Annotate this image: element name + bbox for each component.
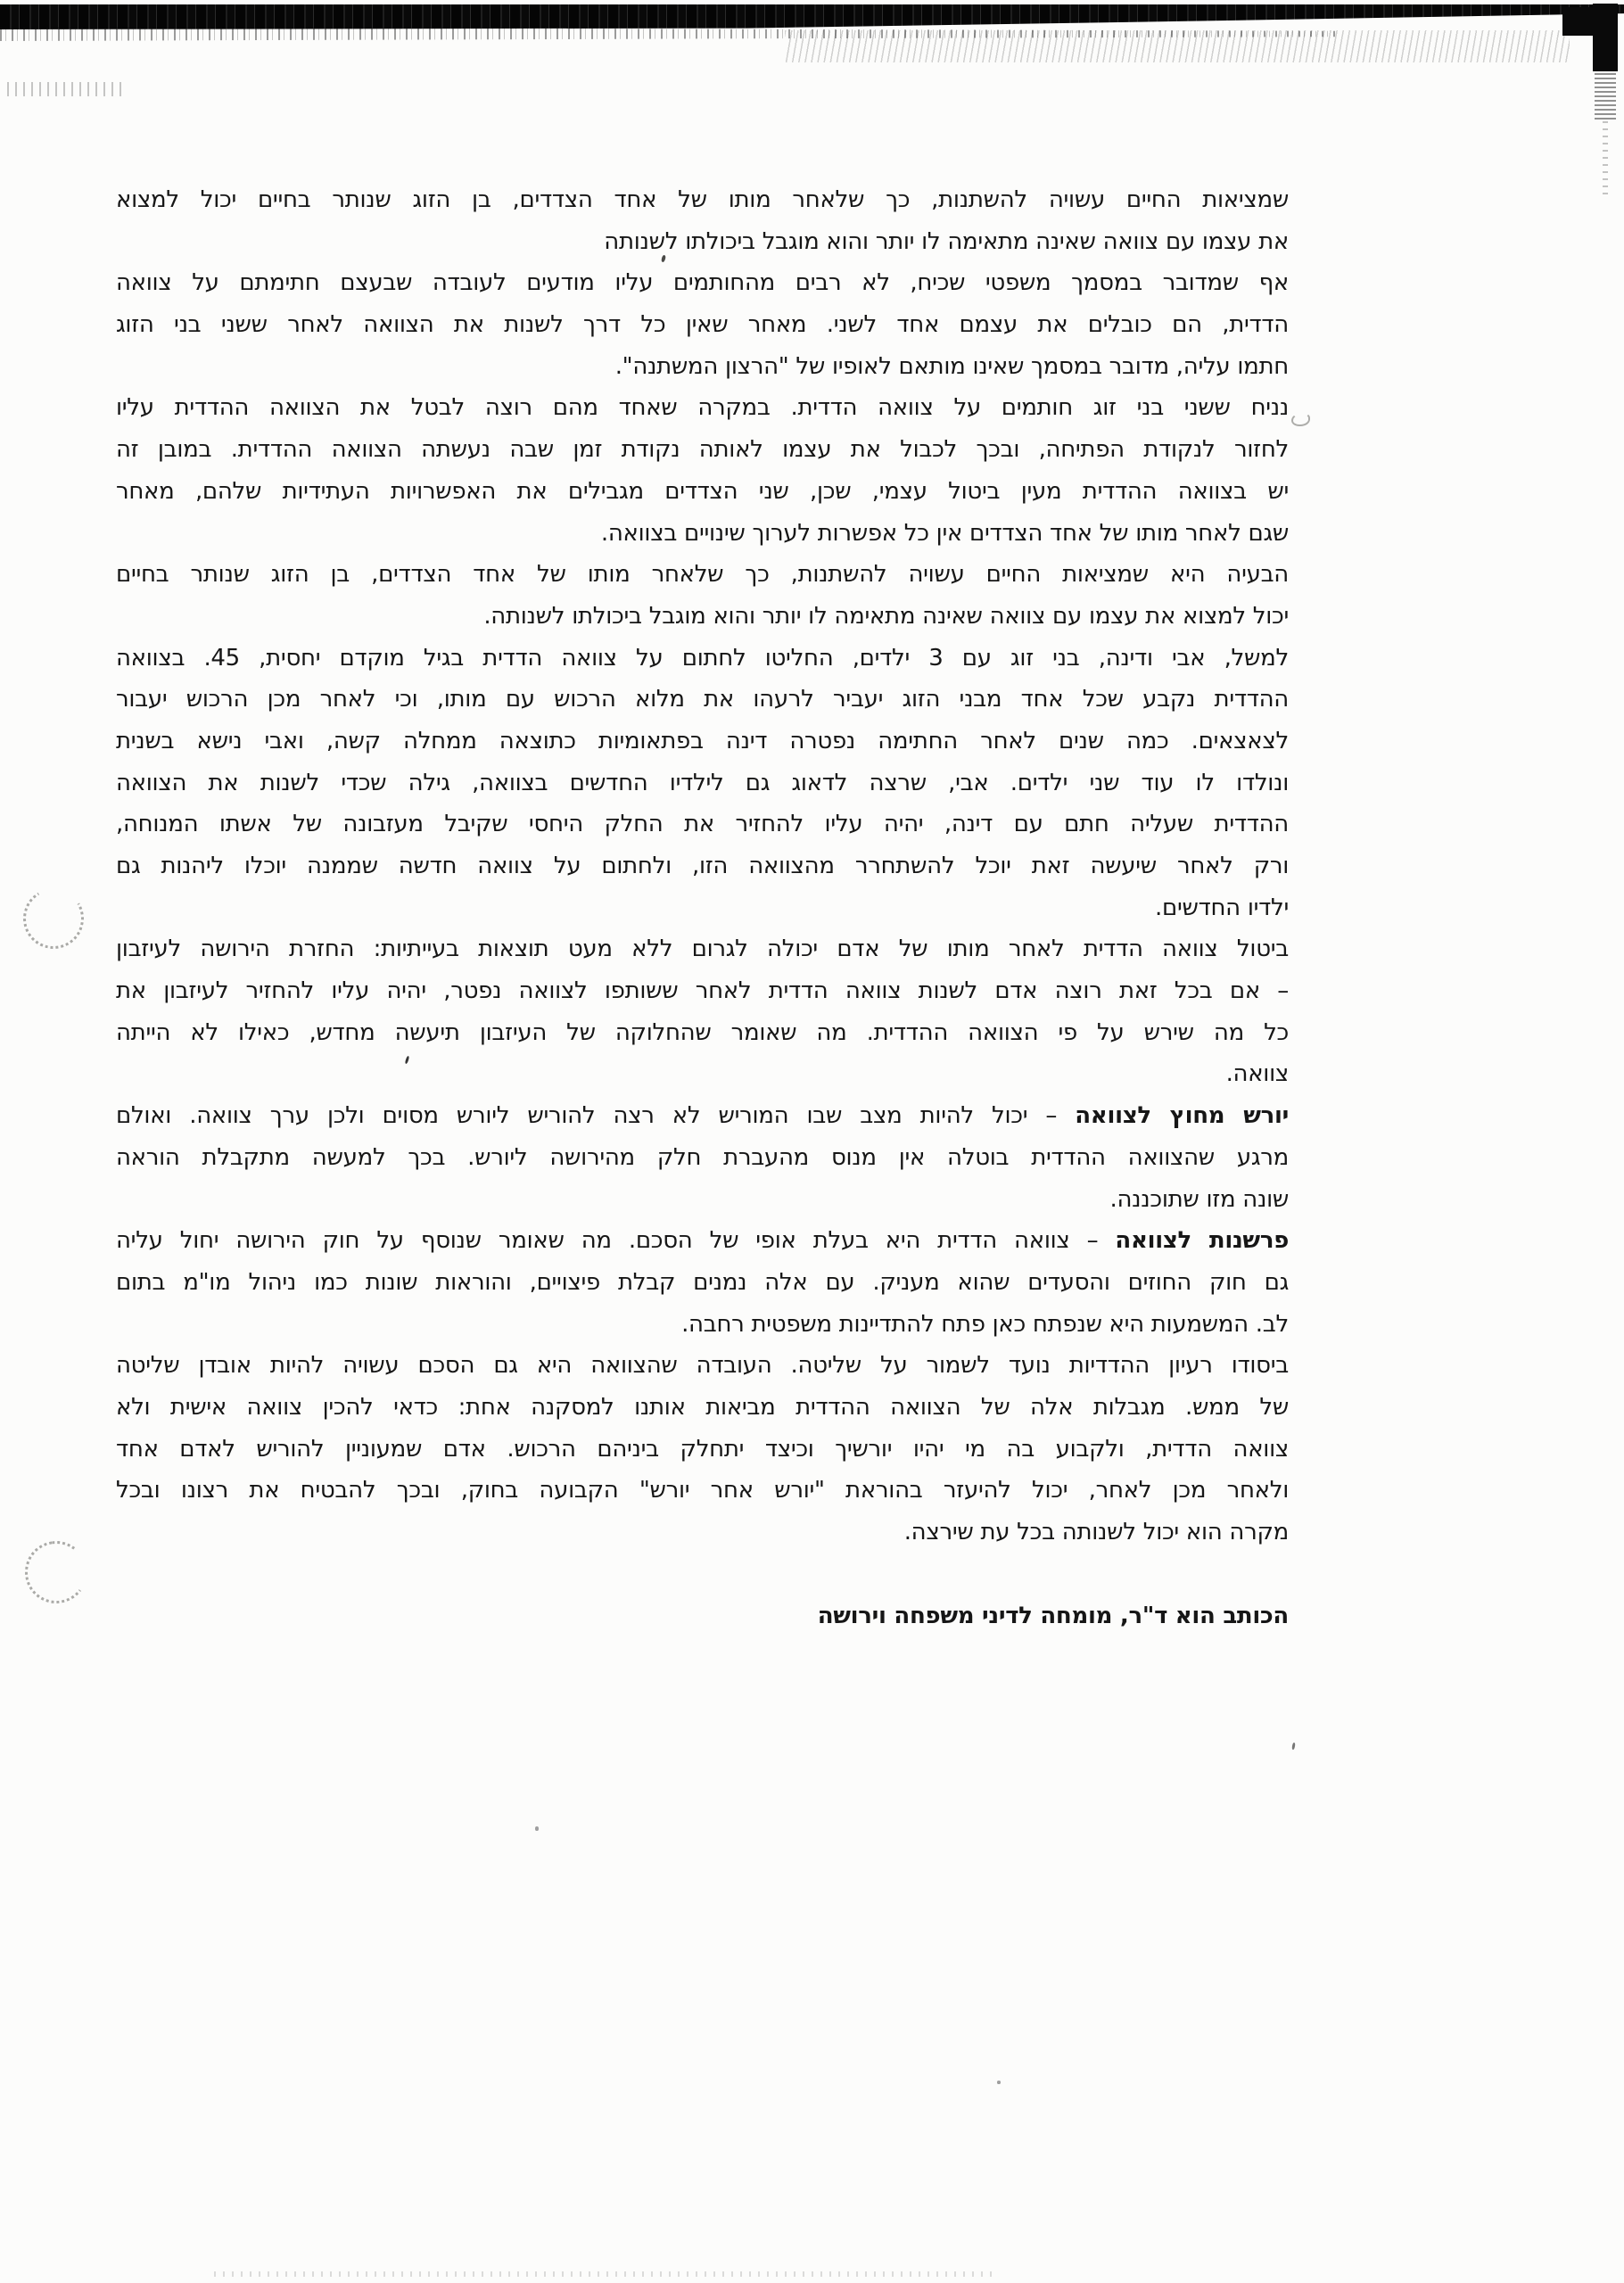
text-line (116, 887, 1289, 929)
scan-specks-top-left (7, 82, 123, 96)
text-line (116, 346, 1289, 388)
ink-speck (1291, 1743, 1295, 1750)
scan-speckle-strip-right (785, 30, 1570, 62)
text-line (116, 1220, 1289, 1262)
text-line-text: לב. המשמעות היא שנפתח כאן פתח להתדיינות משפטית רחבה. (681, 1310, 1289, 1338)
text-line-text: יכול למצוא את עצמו עם צוואה שאינה מתאימה לו יותר והוא מוגבל ביכולתו לשנותה. (483, 602, 1289, 630)
text-line-text: שגם לאחר מותו של אחד הצדדים אין כל אפשרות לערוך שינויים בצוואה. (600, 519, 1289, 547)
text-line (116, 554, 1289, 596)
text-line-text: ההדדית שעליה חתם עם דינה, יהיה עליו להחזיר את החלק היחסי שקיבל מעזבונה של אשתו המנוחה, (116, 811, 1289, 838)
text-line-text: שונה מזו שתוכננה. (1109, 1185, 1289, 1213)
text-line-text: – יכול להיות מצב שבו המוריש לא רצה להוריש ליורש מסוים ולכן ערך צוואה. ואולם (116, 1102, 1076, 1130)
text-line-text: מקרה הוא יכול לשנותה בכל עת שירצה. (903, 1519, 1289, 1545)
text-line (116, 638, 1289, 680)
text-line (116, 513, 1289, 555)
text-line-text: לצאצאים. כמה שנים לאחר החתימה נפטרה דינה בפתאומיות כתוצאה ממחלה קשה, ואבי נישא בשנית (116, 727, 1289, 754)
text-line (116, 304, 1289, 346)
text-line-text: חתמו עליה, מדובר במסמך שאינו מותאם לאופיו של "הרצון המשתנה". (614, 352, 1289, 380)
text-line (116, 970, 1289, 1012)
text-line (116, 804, 1289, 845)
hole-punch-mark (17, 882, 90, 955)
text-line (116, 1012, 1289, 1054)
hole-punch-mark (21, 1537, 91, 1607)
scan-corner-speckle (1595, 71, 1616, 120)
text-line-text: ורק לאחר שיעשה זאת יוכל להשתחרר מהצוואה הזו, ולחתום על צוואה חדשה שממנה יוכלו ליהנות גם (116, 853, 1289, 879)
scan-noise-band (0, 4, 1624, 29)
text-line (116, 1345, 1289, 1387)
text-line (116, 1387, 1289, 1429)
text-line (116, 721, 1289, 762)
text-line-lead: פרשנות לצוואה (1115, 1227, 1289, 1255)
pencil-squiggle-mark (1291, 413, 1310, 426)
text-line-text: למשל, אבי ודינה, בני זוג עם 3 ילדים, החליטו לחתום על צוואה הדדית בגיל מוקדם יחסית, 45. בצוואה (116, 644, 1289, 672)
text-line-text: ביטול צוואה הדדית לאחר מותו של אדם יכולה לגרום ללא מעט תוצאות בעייתיות: החזרת הירושה לעיזבון (116, 935, 1289, 963)
text-line-text: גם חוק החוזים והסעדים שהוא מעניק. עם אלה נמנים קבלת פיצויים, והוראות שונות כמו ניהול מו"מ בתום (116, 1268, 1289, 1296)
text-line (116, 1304, 1289, 1346)
text-line (116, 762, 1289, 804)
text-line (116, 928, 1289, 970)
text-line (116, 471, 1289, 513)
text-line (116, 1053, 1289, 1095)
scan-specks-bottom (214, 2271, 999, 2277)
text-line (116, 1512, 1289, 1554)
text-line-text: הכותב הוא ד"ר, מומחה לדיני משפחה וירושה (817, 1602, 1289, 1629)
text-line (116, 262, 1289, 304)
ink-speck (997, 2081, 1001, 2084)
text-line-text: אף שמדובר במסמך משפטי שכיח, לא רבים מהחותמים עליו מודעים לעובדה שבעצם חתימתם על צוואה (116, 269, 1289, 297)
text-line (116, 221, 1289, 263)
text-line (116, 179, 1289, 221)
text-line-text: של ממש. מגבלות אלה של הצוואה ההדדית מביאות אותנו למסקנה אחת: כדאי להכין צוואה אישית ולא (116, 1393, 1289, 1421)
text-line (116, 1137, 1289, 1179)
text-line-text: ילדיו החדשים. (1155, 894, 1289, 921)
text-line-text: ההדדית נקבע שכל אחד מבני הזוג יעביר לרעהו את מלוא הרכוש עם מותו, וכי לאחר מכן הרכוש יעבור (116, 686, 1289, 713)
text-line-text: – אם בכל זאת רוצה אדם לשנות צוואה הדדית לאחר ששותפו לצוואה נפטר, יהיה עליו להחזיר לעיזבון את (116, 977, 1289, 1005)
text-line-text: ולאחר מכן לאחר, יכול להיעזר בהוראת "יורש אחר יורש" הקבועה בחוק, ובכך להבטיח את רצונו ובכל (116, 1477, 1289, 1504)
text-line-text: צוואה הדדית, ולקבוע בה מי יהיו יורשיך וכיצד יתחלק ביניהם הרכוש. אדם שמעוניין להוריש לאדם אחד (116, 1435, 1289, 1463)
text-line-text: נניח ששני בני זוג חותמים על צוואה הדדית. במקרה שאחד מהם רוצה לבטל את הצוואה ההדדית עליו (116, 394, 1289, 422)
text-line (116, 1179, 1289, 1221)
text-line (116, 429, 1289, 471)
ink-speck (535, 1826, 539, 1831)
text-line (116, 1262, 1289, 1304)
text-line-text: ונולדו לו עוד שני ילדים. אבי, שרצה לדאוג גם לילדיו החדשים בצוואה, גילה שכדי לשנות את הצוואה (116, 769, 1289, 796)
text-line (116, 1595, 1289, 1637)
text-line (116, 596, 1289, 638)
text-line (116, 845, 1289, 887)
text-line-text: לחזור לנקודת הפתיחה, ובכך לכבול את עצמו לאותה נקודת זמן שבה נעשתה הצוואה ההדדית. במובן זה (116, 436, 1289, 464)
text-line (116, 387, 1289, 429)
text-line-text: מרגע שהצוואה ההדדית בוטלה אין מנוס מהעברת חלק מהירושה ליורש. בכך למעשה מתקבלת הוראה (116, 1143, 1289, 1171)
text-line (116, 1429, 1289, 1471)
text-line-lead: יורש מחוץ לצוואה (1075, 1102, 1289, 1130)
text-line (116, 679, 1289, 721)
text-line-text: כל מה שירש על פי הצוואה ההדדית. מה שאומר שהחלוקה של העיזבון תיעשה מחדש, כאילו לא הייתה (116, 1018, 1289, 1046)
text-line (116, 1470, 1289, 1512)
text-line-text: הדדית, הם כובלים את עצמם אחד לשני. מאחר שאין כל דרך לשנות את הצוואה לאחר ששני בני הזוג (116, 311, 1289, 339)
text-line-text: את עצמו עם צוואה שאינה מתאימה לו יותר והוא מוגבל ביכולתו לשנותה (604, 227, 1289, 255)
scan-corner-strip (1593, 4, 1618, 71)
text-line-text: ביסודו רעיון ההדדיות נועד לשמור על שליטה. העובדה שהצוואה היא גם הסכם עשויה להיות אובדן שליטה (116, 1352, 1289, 1380)
text-line (116, 1095, 1289, 1137)
text-line-text: צוואה. (1225, 1060, 1289, 1088)
text-line-text: – צוואה הדדית היא בעלת אופי של הסכם. מה שאומר שנוסף על חוק הירושה יחול עליה (116, 1227, 1116, 1255)
text-line-text: הבעיה היא שמציאות החיים עשויה להשתנות, כך שלאחר מותו של אחד הצדדים, בן הזוג שנותר בחיים (116, 561, 1289, 589)
article-body (116, 179, 1289, 1636)
text-line-text: שמציאות החיים עשויה להשתנות, כך שלאחר מותו של אחד הצדדים, בן הזוג שנותר בחיים יכול למצוא (116, 186, 1289, 213)
text-line-text: יש בצוואה ההדדית מעין ביטול עצמי, שכן, שני הצדדים מגבילים את האפשרויות העתידיות שלהם, מאחר (116, 477, 1289, 505)
scan-corner-trail (1603, 120, 1608, 194)
